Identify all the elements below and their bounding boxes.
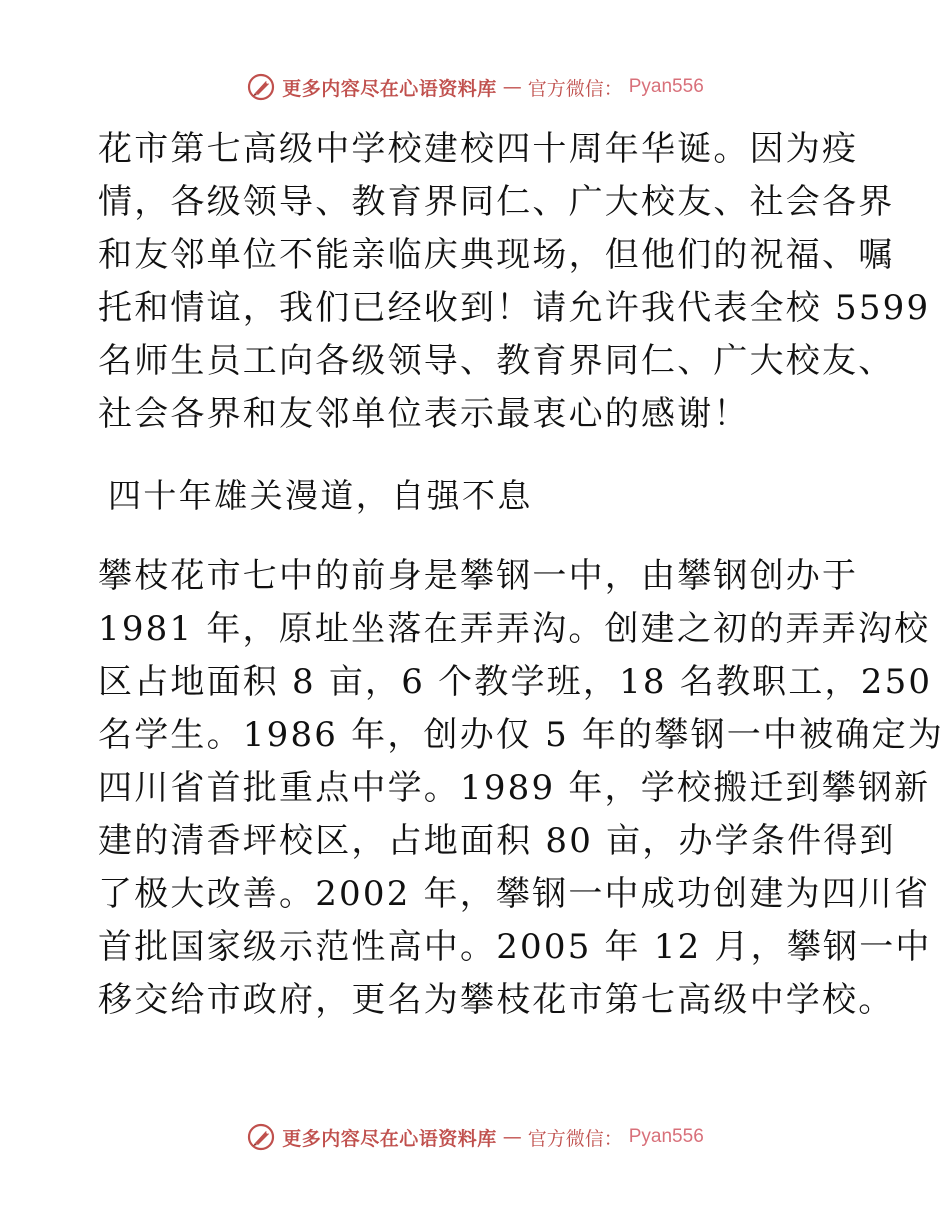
banner-separator: — [502, 76, 522, 98]
text-line: 了极大改善。2002 年，攀钢一中成功创建为四川省 [98, 874, 931, 914]
text-line: 名师生员工向各级领导、教育界同仁、广大校友、 [98, 341, 895, 381]
banner-wechat-id: Pyan556 [628, 76, 704, 97]
text-line: 四川省首批重点中学。1989 年，学校搬迁到攀钢新 [98, 768, 931, 808]
section-heading: 四十年雄关漫道，自强不息 [108, 476, 533, 515]
spacer [98, 522, 868, 550]
text-line: 移交给市政府，更名为攀枝花市第七高级中学校。 [98, 980, 895, 1020]
text-line: 名学生。1986 年，创办仅 5 年的攀钢一中被确定为 [98, 715, 944, 755]
text-line: 社会各界和友邻单位表示最衷心的感谢！ [98, 394, 750, 434]
text-line: 花市第七高级中学校建校四十周年华诞。因为疫 [98, 129, 859, 169]
spacer [98, 441, 868, 469]
banner-wechat-label: 官方微信： [527, 1127, 623, 1150]
pen-nib-logo-icon [246, 1122, 276, 1152]
header-banner [0, 72, 950, 102]
text-line: 区占地面积 8 亩，6 个教学班，18 名教职工，250 [98, 662, 933, 702]
text-line: 首批国家级示范性高中。2005 年 12 月，攀钢一中 [98, 927, 932, 967]
paragraph-2 [98, 550, 944, 1027]
document-body [98, 123, 944, 1027]
footer-banner [0, 1122, 950, 1152]
text-line: 和友邻单位不能亲临庆典现场，但他们的祝福、嘱 [98, 235, 895, 275]
pen-nib-logo-icon [246, 72, 276, 102]
text-line: 1981 年，原址坐落在弄弄沟。创建之初的弄弄沟校 [98, 609, 931, 649]
paragraph-1 [98, 123, 931, 441]
banner-text: 更多内容尽在心语资料库 [282, 77, 497, 100]
banner-wechat-id: Pyan556 [628, 1126, 704, 1147]
banner-separator: — [502, 1126, 522, 1148]
text-line: 建的清香坪校区，占地面积 80 亩，办学条件得到 [98, 821, 896, 861]
text-line: 情，各级领导、教育界同仁、广大校友、社会各界 [98, 182, 895, 222]
banner-wechat-label: 官方微信： [527, 77, 623, 100]
text-line: 托和情谊，我们已经收到！请允许我代表全校 5599 [98, 288, 931, 328]
banner-text: 更多内容尽在心语资料库 [282, 1127, 497, 1150]
text-line: 攀枝花市七中的前身是攀钢一中，由攀钢创办于 [98, 556, 859, 596]
